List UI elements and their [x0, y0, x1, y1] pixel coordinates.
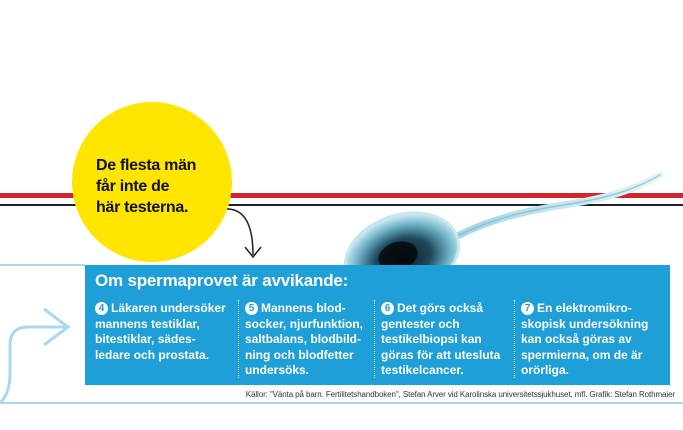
step-line: Det görs också [397, 301, 484, 315]
step-line: ning och blodfetter [245, 347, 354, 362]
column-divider [238, 300, 239, 378]
step-number: 6 [381, 302, 394, 315]
step-line: socker, njurfunktion, [245, 316, 364, 331]
step-line: saltbalans, blodbild- [245, 332, 362, 346]
step-line: göras för att utesluta [381, 347, 501, 362]
column-divider [374, 300, 375, 378]
panel-title: Om spermaprovet är avvikande: [95, 271, 349, 290]
sources-credit: Källor: "Vänta på barn. Fertilitetshandboken", Stefan Arver vid Karolinska universitetssjukhuset, mfl. Grafik: Stefan Rothmaier [245, 390, 675, 399]
step-line: skopisk undersökning [521, 316, 649, 331]
step-line: ledare och prostata. [95, 347, 210, 362]
step-line: Mannens blod- [261, 301, 346, 315]
step-line: mannens testiklar, [95, 316, 200, 331]
callout-line: får inte de [96, 178, 170, 195]
step-line: testikelbiopsi kan [381, 332, 482, 346]
step-line: orörliga. [521, 363, 570, 377]
step-number: 4 [95, 302, 108, 315]
step-item [245, 301, 383, 379]
step-line: bitestiklar, sädes- [95, 332, 196, 346]
step-item [95, 301, 233, 363]
step-line: spermierna, om de är [521, 347, 643, 362]
step-line: undersöks. [245, 363, 310, 377]
callout-text [96, 155, 231, 218]
callout-line: De flesta män [96, 157, 197, 174]
column-divider [514, 300, 515, 378]
step-line: gentester och [381, 316, 460, 331]
step-line: En elektromikro- [537, 301, 632, 315]
step-line: Läkaren undersöker [111, 301, 226, 315]
step-line: testikelcancer. [381, 363, 464, 377]
step-number: 7 [521, 302, 534, 315]
step-item [381, 301, 519, 379]
callout-line: här testerna. [96, 199, 189, 216]
step-item [521, 301, 659, 379]
curved-arrow-icon [225, 205, 275, 265]
step-line: kan också göras av [521, 332, 632, 346]
step-number: 5 [245, 302, 258, 315]
